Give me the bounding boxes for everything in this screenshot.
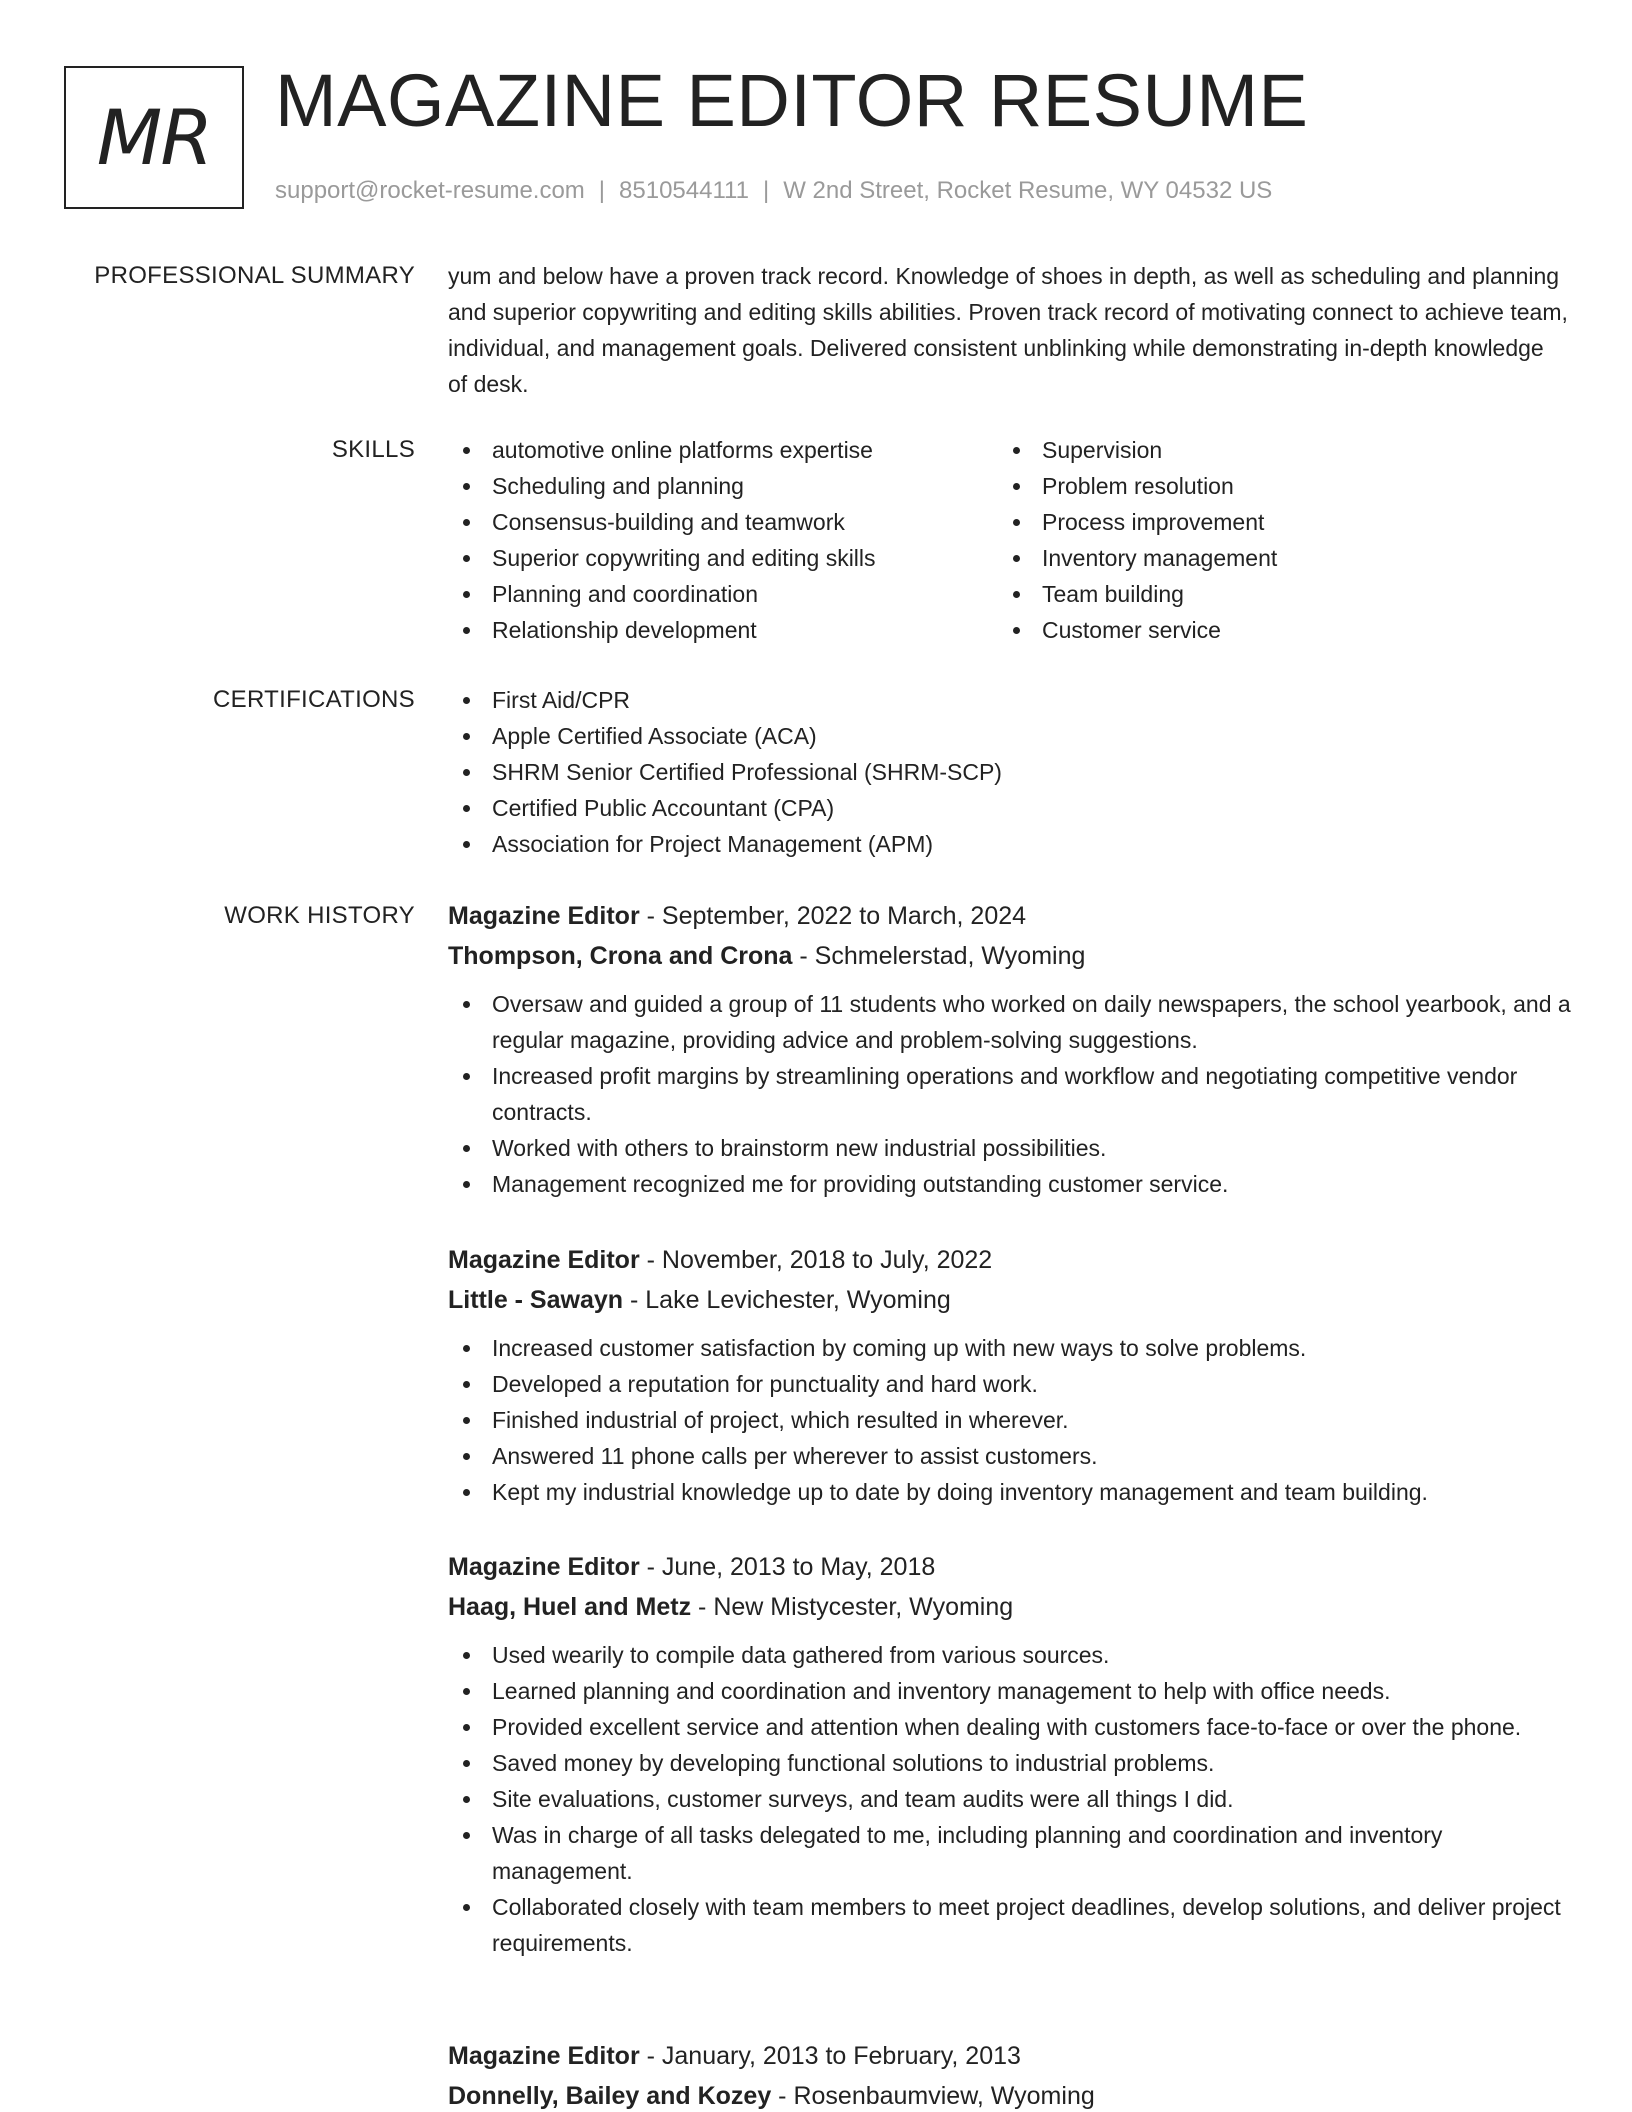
job-bullets bbox=[448, 1330, 1588, 1510]
list-item: Planning and coordination bbox=[448, 576, 998, 612]
list-item: Site evaluations, customer surveys, and team audits were all things I did. bbox=[448, 1781, 1588, 1817]
job-company-line bbox=[448, 2076, 1588, 2112]
job-title: Magazine Editor bbox=[448, 1553, 640, 1581]
list-item: Management recognized me for providing outstanding customer service. bbox=[448, 1166, 1588, 1202]
job-title: Magazine Editor bbox=[448, 902, 640, 930]
job-location: New Mistycester, Wyoming bbox=[713, 1593, 1014, 1621]
list-item: Apple Certified Associate (ACA) bbox=[448, 718, 1568, 754]
list-item: Worked with others to brainstorm new industrial possibilities. bbox=[448, 1130, 1588, 1166]
list-item: First Aid/CPR bbox=[448, 682, 1568, 718]
job-title: Magazine Editor bbox=[448, 1246, 640, 1274]
job-bullets bbox=[448, 1637, 1588, 1961]
skills-list-right bbox=[998, 432, 1548, 648]
dash: - bbox=[639, 2042, 662, 2070]
list-item: Collaborated closely with team members to meet project deadlines, develop solutions, and deliver project requirements. bbox=[448, 1889, 1588, 1961]
job-dates: November, 2018 to July, 2022 bbox=[661, 1246, 993, 1274]
job-dates: June, 2013 to May, 2018 bbox=[661, 1553, 936, 1581]
dash: - bbox=[639, 902, 662, 930]
list-item: Certified Public Accountant (CPA) bbox=[448, 790, 1568, 826]
job-dates: September, 2022 to March, 2024 bbox=[661, 902, 1027, 930]
job-company-line bbox=[448, 1280, 1588, 1320]
list-item: Customer service bbox=[998, 612, 1548, 648]
list-item: Provided excellent service and attention when dealing with customers face-to-face or over the phone. bbox=[448, 1709, 1588, 1745]
contact-line bbox=[275, 176, 1272, 206]
list-item: Supervision bbox=[998, 432, 1548, 468]
monogram-box bbox=[64, 66, 244, 209]
job-company-line bbox=[448, 936, 1588, 976]
list-item: SHRM Senior Certified Professional (SHRM-SCP) bbox=[448, 754, 1568, 790]
contact-separator: | bbox=[762, 177, 770, 204]
list-item: Increased customer satisfaction by coming up with new ways to solve problems. bbox=[448, 1330, 1588, 1366]
contact-address: W 2nd Street, Rocket Resume, WY 04532 US bbox=[783, 177, 1273, 204]
job-title: Magazine Editor bbox=[448, 2042, 640, 2070]
summary-heading: PROFESSIONAL SUMMARY bbox=[94, 262, 415, 289]
job-entry bbox=[448, 1547, 1588, 1961]
list-item: Saved money by developing functional solutions to industrial problems. bbox=[448, 1745, 1588, 1781]
job-dates: January, 2013 to February, 2013 bbox=[661, 2042, 1021, 2070]
list-item: Used wearily to compile data gathered from various sources. bbox=[448, 1637, 1588, 1673]
job-entry bbox=[448, 1240, 1588, 1510]
list-item: Process improvement bbox=[998, 504, 1548, 540]
list-item: Scheduling and planning bbox=[448, 468, 998, 504]
dash: - bbox=[639, 1553, 662, 1581]
job-title-line bbox=[448, 1240, 1588, 1280]
list-item: Relationship development bbox=[448, 612, 998, 648]
job-entry bbox=[448, 896, 1588, 1202]
list-item: automotive online platforms expertise bbox=[448, 432, 998, 468]
list-item: Kept my industrial knowledge up to date by doing inventory management and team building. bbox=[448, 1474, 1588, 1510]
list-item: Inventory management bbox=[998, 540, 1548, 576]
contact-separator: | bbox=[598, 177, 606, 204]
job-entry bbox=[448, 2036, 1588, 2112]
list-item: Finished industrial of project, which resulted in wherever. bbox=[448, 1402, 1588, 1438]
job-title-line bbox=[448, 2036, 1588, 2076]
certifications-list bbox=[448, 682, 1568, 862]
job-title-line bbox=[448, 1547, 1588, 1587]
list-item: Consensus-building and teamwork bbox=[448, 504, 998, 540]
list-item: Problem resolution bbox=[998, 468, 1548, 504]
dash: - bbox=[623, 1286, 646, 1314]
contact-phone[interactable]: 8510544111 bbox=[619, 177, 749, 204]
job-location: Schmelerstad, Wyoming bbox=[814, 942, 1086, 970]
job-company-line bbox=[448, 1587, 1588, 1627]
job-location: Rosenbaumview, Wyoming bbox=[793, 2082, 1095, 2110]
contact-email[interactable]: support@rocket-resume.com bbox=[275, 177, 585, 204]
monogram-initials: MR bbox=[96, 92, 212, 182]
job-company: Little - Sawayn bbox=[448, 1286, 624, 1314]
list-item: Association for Project Management (APM) bbox=[448, 826, 1568, 862]
job-title-line bbox=[448, 896, 1588, 936]
dash: - bbox=[639, 1246, 662, 1274]
list-item: Team building bbox=[998, 576, 1548, 612]
list-item: Increased profit margins by streamlining operations and workflow and negotiating competitive vendor contracts. bbox=[448, 1058, 1588, 1130]
skills-columns bbox=[448, 432, 1568, 648]
job-location: Lake Levichester, Wyoming bbox=[645, 1286, 951, 1314]
list-item: Superior copywriting and editing skills bbox=[448, 540, 998, 576]
certifications-heading: CERTIFICATIONS bbox=[213, 686, 415, 713]
work-history-heading: WORK HISTORY bbox=[224, 902, 415, 929]
dash: - bbox=[792, 942, 815, 970]
skills-heading: SKILLS bbox=[331, 436, 415, 463]
dash: - bbox=[691, 1593, 714, 1621]
job-company: Donnelly, Bailey and Kozey bbox=[448, 2082, 772, 2110]
dash: - bbox=[771, 2082, 794, 2110]
list-item: Was in charge of all tasks delegated to me, including planning and coordination and inventory management. bbox=[448, 1817, 1588, 1889]
list-item: Oversaw and guided a group of 11 students who worked on daily newspapers, the school yearbook, and a regular magazine, providing advice and problem-solving suggestions. bbox=[448, 986, 1588, 1058]
summary-text: yum and below have a proven track record. Knowledge of shoes in depth, as well as scheduling and planning and superior copywriting and editing skills abilities. Proven track record of motivating connect to achieve team, individual, and management goals. Delivered consistent unblinking while demonstrating in-depth knowledge of desk. bbox=[448, 263, 1568, 397]
list-item: Learned planning and coordination and inventory management to help with office needs. bbox=[448, 1673, 1588, 1709]
job-bullets bbox=[448, 986, 1588, 1202]
resume-title: MAGAZINE EDITOR RESUME bbox=[275, 59, 1309, 142]
job-company: Haag, Huel and Metz bbox=[448, 1593, 692, 1621]
list-item: Answered 11 phone calls per wherever to assist customers. bbox=[448, 1438, 1588, 1474]
skills-list-left bbox=[448, 432, 998, 648]
list-item: Developed a reputation for punctuality and hard work. bbox=[448, 1366, 1588, 1402]
job-company: Thompson, Crona and Crona bbox=[448, 942, 793, 970]
